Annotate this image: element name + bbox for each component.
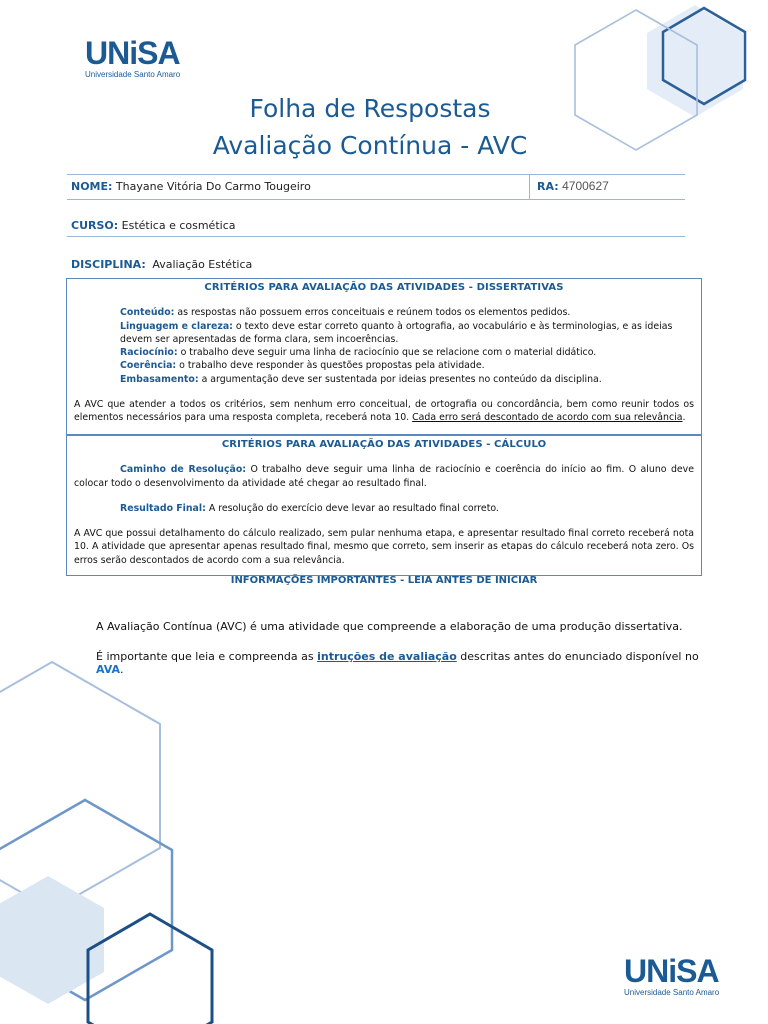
page-title-line1: Folha de Respostas [249, 94, 491, 123]
logo-subtitle: Universidade Santo Amaro [624, 988, 720, 997]
unisa-logo-top [85, 37, 180, 79]
criteria-item-caminho: Caminho de Resolução: O trabalho deve seguir uma linha de raciocínio e coerência do início ao fim. O aluno deve colocar todo o desenvolvimento da atividade até chegar ao resultado final. [74, 464, 694, 489]
criteria-dissertativas-box [66, 278, 702, 435]
criteria-dissertativas-list [67, 306, 701, 424]
hexagon-shape [88, 914, 212, 1024]
criteria-item-linguagem: Linguagem e clareza: o texto deve estar correto quanto à ortografia, ao vocabulário e às terminologias, e as ideias devem ser apresentadas de forma clara, sem incoerências. [120, 320, 673, 345]
criteria-dissertativas-summary: A AVC que atender a todos os critérios, sem nenhum erro conceitual, de ortografia ou concordância, bem como reunir todos os elementos necessários para uma resposta completa, receberá nota 10. Cada erro será descontado de acordo com sua relevância. [74, 399, 694, 424]
logo-wordmark: UNiSA [624, 953, 719, 989]
row-divider [529, 175, 530, 199]
curso-label: CURSO: [71, 219, 119, 232]
ava-link[interactable]: AVA [96, 663, 121, 676]
logo-subtitle: Universidade Santo Amaro [85, 70, 181, 79]
criteria-item-conteudo: Conteúdo: as respostas não possuem erros conceituais e reúnem todos os elementos pedidos. [120, 307, 571, 319]
nome-ra-row [67, 174, 685, 200]
criteria-item-embasamento: Embasamento: a argumentação deve ser sustentada por ideias presentes no conteúdo da disciplina. [120, 373, 602, 385]
instrucoes-link[interactable]: intruções de avaliação [317, 650, 457, 663]
hexagon-shape [0, 662, 160, 910]
nome-label: NOME: [71, 180, 113, 193]
logo-wordmark: UNiSA [85, 35, 180, 71]
criteria-calculo-heading: CRITÉRIOS PARA AVALIAÇÃO DAS ATIVIDADES - CÁLCULO [221, 439, 547, 450]
curso-value: Estética e cosmética [121, 219, 236, 232]
criteria-calculo-box [66, 435, 702, 576]
info-paragraph-2: É importante que leia e compreenda as intruções de avaliação descritas antes do enunciado disponível no AVA. [96, 650, 699, 676]
info-heading: INFORMAÇÕES IMPORTANTES - LEIA ANTES DE INICIAR [230, 575, 538, 586]
disciplina-row [71, 258, 252, 271]
disciplina-value: Avaliação Estética [152, 258, 253, 271]
ra-label: RA: [537, 180, 559, 193]
criteria-dissertativas-heading: CRITÉRIOS PARA AVALIAÇÃO DAS ATIVIDADES - DISSERTATIVAS [204, 282, 564, 293]
criteria-calculo-list [67, 463, 701, 567]
nome-value: Thayane Vitória Do Carmo Tougeiro [115, 180, 311, 193]
info-paragraph-1: A Avaliação Contínua (AVC) é uma atividade que compreende a elaboração de uma produção dissertativa. [96, 620, 683, 633]
ra-value: 4700627 [562, 179, 609, 193]
criteria-item-resultado: Resultado Final: A resolução do exercício deve levar ao resultado final correto. [120, 502, 499, 514]
criteria-calculo-summary: A AVC que possui detalhamento do cálculo realizado, sem pular nenhuma etapa, e apresentar resultado final correto receberá nota 10. A atividade que apresentar apenas resultado final, mesmo que correto, sem inserir as etapas do cálculo receberá nota zero. Os erros serão descontados de acordo com a sua relevância. [74, 528, 694, 566]
unisa-logo-bottom [624, 955, 719, 997]
curso-row [67, 212, 685, 237]
nome-field [71, 180, 311, 193]
ra-field [537, 179, 609, 193]
criteria-item-raciocinio: Raciocínio: o trabalho deve seguir uma linha de raciocínio que se relacione com o material didático. [120, 347, 597, 359]
criteria-item-coerencia: Coerência: o trabalho deve responder às questões propostas pela atividade. [120, 360, 485, 372]
disciplina-label: DISCIPLINA: [71, 258, 146, 271]
page-title-line2: Avaliação Contínua - AVC [212, 131, 528, 160]
